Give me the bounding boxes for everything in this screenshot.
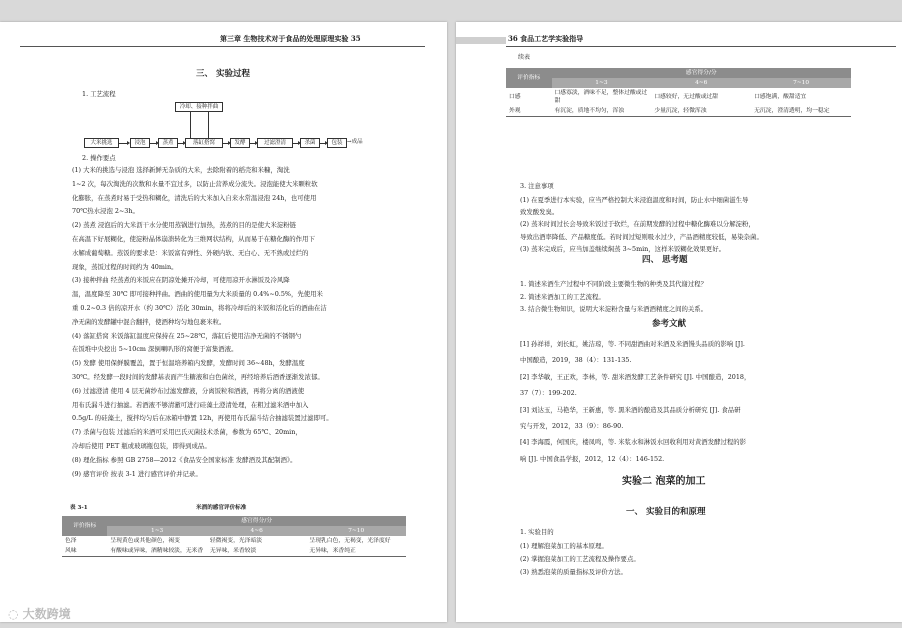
header-band: [456, 37, 506, 44]
text-line: [1] 孙祥祥，刘长虹，姚洁琼，等. 不同甜酒曲对米酒及米酒馒头品质的影响 [J].: [520, 340, 745, 348]
flow-connector: [208, 112, 209, 138]
purpose-section-title: 一、 实验目的和原理: [626, 507, 706, 517]
text-line: 冷却后使用 PET 瓶或玻璃瓶包装，即得到成品。: [72, 442, 211, 450]
text-line: (1) 大米的挑选与浸泡 选择新鲜无杂质的大米，去除附着的稻壳和米糠，淘洗: [72, 166, 290, 174]
table-title: 米酒的感官评价标准: [196, 505, 247, 511]
flow-step-4: 落缸搭窝: [185, 138, 223, 148]
cell: 轻微褐变，光泽暗淡: [209, 538, 263, 544]
text-line: [3] 刘达玉，马艳华，王新惠，等. 黑米酒的酿造及其品质分析研究 [J]. 食品研: [520, 405, 741, 414]
text-line: 37（7）：199-202.: [520, 389, 577, 398]
flow-connector: [190, 112, 191, 138]
table-number: 表 3-1: [70, 505, 88, 511]
text-line: 净无菌的发酵罐中混合翻拌，使酒种均匀地包裹米粒。: [72, 317, 226, 326]
flow-step-2: 浸泡: [130, 138, 150, 148]
text-line: 1. 简述米酒生产过程中不同阶段主要微生物的种类及其代谢过程？: [520, 280, 708, 288]
text-line: 响 [J]. 中国食品学报，2012，12（4）：146-152.: [520, 454, 665, 463]
text-line: 70℃热水浸泡 2~3h。: [72, 207, 139, 216]
cell: 有沉淀，质地不均匀，浑浊: [552, 106, 652, 117]
flow-end: →成品: [347, 139, 363, 145]
text-line: (9) 感官评价 按表 3-1 进行感官评价并记录。: [72, 469, 202, 478]
references-title: 参考文献: [652, 319, 687, 329]
cell: 无异味，米香较淡: [207, 546, 307, 557]
text-line: (3) 熟悉泡菜的质量指标及评价方法。: [520, 568, 627, 576]
range-header: 4~6: [651, 78, 751, 88]
right-page: [456, 22, 902, 622]
table-row: [506, 106, 851, 117]
watermark-logo: ◌ 大数跨境: [8, 607, 71, 621]
think-title: 四、 思考题: [642, 255, 688, 265]
range-header: 1~3: [552, 78, 652, 88]
text-line: (3) 接种拌曲 经蒸煮的米饭应在阴凉处摊开冷却，可使用凉开水淋饭及冷风降: [72, 276, 290, 285]
cell: 少量沉淀，轻微浑浊: [651, 106, 751, 117]
text-line: 现象，蒸饭过程的时间约为 40min。: [72, 262, 178, 271]
flow-arrow: [319, 143, 325, 144]
text-line: (8) 理化指标 参照 GB 2758—2012《食品安全国家标准 发酵酒及其配制酒》。: [72, 455, 297, 464]
text-line: (5) 发酵 使用保鲜膜覆盖，置于恒温培养箱内发酵，发酵时间 36~48h，发酵温度: [72, 359, 305, 368]
text-line: 0.5g/L 的硅藻土，搅拌均匀后在冰箱中静置 12h，再使用布氏漏斗结合抽滤装置过滤即可。: [72, 414, 333, 423]
section-title: 三、 实验过程: [196, 69, 250, 79]
col-label: 评价指标: [62, 516, 107, 536]
text-line: 水解成葡萄糖。蒸饭的要求是：米饭富有弹性、外硬内软、无白心、无不熟或过烂的: [72, 248, 309, 257]
row-name: 外观: [506, 106, 552, 117]
table-continued-label: 续表: [518, 54, 531, 61]
row-name: 风味: [62, 546, 107, 557]
text-line: (2) 掌握泡菜加工的工艺流程及操作要点。: [520, 555, 640, 563]
header-rule: [20, 46, 425, 47]
steps-subtitle: 2. 操作要点: [82, 154, 116, 162]
text-line: 在高温下好展糊化，使淀粉晶体崩溃转化为三维网状结构，从而易于在糖化酶的作用下: [72, 235, 315, 243]
text-line: [2] 李华敏，王正欢，李林，等. 甜米酒发酵工艺条件研究 [J]. 中国酿造，2018，: [520, 372, 751, 381]
flow-step-1: 大米挑选: [84, 138, 119, 148]
flow-step-6: 过滤澄清: [257, 138, 293, 148]
text-line: 重 0.2~0.3 倍的凉开水（约 30℃）活化 30min，将将冷却后的米饭和活化后的酒曲在洁: [72, 304, 327, 312]
text-line: (1) 在夏季进行本实验，应当严格控制大米浸泡温度和时间，防止水中细菌滋生导: [520, 196, 749, 204]
notes-title: 3. 注意事项: [520, 182, 554, 190]
sensory-table-continued: [506, 68, 851, 117]
purpose-subtitle: 1. 实验目的: [520, 528, 554, 536]
flow-arrow: [118, 143, 127, 144]
left-header: 第三章 生物技术对于食品的处理原理实验 35: [220, 34, 361, 43]
cell: 无沉淀，澄清透明，均一稳定: [751, 106, 851, 117]
left-page: [0, 22, 447, 622]
cell: 口感饱满，酸甜适宜: [754, 94, 807, 100]
text-line: 致发酸发臭。: [520, 208, 559, 217]
right-header: 36 食品工艺学实验指导: [508, 34, 584, 43]
flow-arrow: [149, 143, 156, 144]
row-name: 口感: [509, 94, 521, 100]
text-line: (2) 蒸煮 浸泡后的大米沥干水分使用蒸锅进行加热，蒸煮的目的是使大米淀粉链: [72, 221, 297, 230]
col-label: 评价指标: [506, 68, 552, 88]
text-line: 温，温度降至 30℃ 即可接种拌曲。酒曲的使用量为大米质量的 0.4%~0.5%，先使用米: [72, 290, 323, 299]
cell: 无异味，米香纯正: [306, 546, 406, 557]
flow-top-step: 冷却、接种拌曲: [175, 102, 223, 112]
flow-step-7: 杀菌: [300, 138, 320, 148]
text-line: 究与开发，2012，33（9）：86-90.: [520, 422, 624, 430]
cell: 口感较好，无过酸或过甜: [654, 94, 719, 100]
cell: 口感寡淡，酒味不足，整体过酸或过甜: [554, 90, 648, 104]
sensory-table: [62, 516, 406, 557]
text-line: (7) 杀菌与包装 过滤后的米酒可采用巴氏灭菌技术杀菌，参数为 65℃、20min，: [72, 428, 302, 437]
text-line: 2. 简述米酒加工的工艺流程。: [520, 292, 605, 301]
group-header: 感官得分/分: [107, 516, 406, 526]
text-line: 导致出酒率降低、产品糖度低。若时间过短则吸水过少，产品酒精度较低，易染杂菌。: [520, 232, 763, 241]
range-header: 7~10: [306, 526, 406, 536]
flow-step-3: 蒸煮: [158, 138, 178, 148]
text-line: 30℃。经发酵一段时间的发酵基表面产生糖液和白色菌丝，再经培养后酒香逐渐发浓郁。: [72, 373, 324, 381]
text-line: 用布氏漏斗进行抽滤。若酒液不够清澈可进行硅藻土澄清处理，在粗过滤米酒中加入: [72, 400, 309, 409]
text-line: (3) 蒸米完成后，应当加盖继续焖蒸 3~5min，这样米饭糊化效果更好。: [520, 244, 725, 253]
text-line: (1) 理解泡菜加工的基本原理。: [520, 542, 608, 550]
table-row: [62, 536, 406, 546]
text-line: 3. 结合微生物知识，说明大米淀粉含量与米酒酒精度之间的关系。: [520, 305, 708, 313]
text-line: (4) 落缸搭窝 米饭落缸温度应保持在 25~28℃，落缸后使用洁净无菌的不锈钢勺: [72, 331, 302, 340]
flow-step-5: 发酵: [230, 138, 250, 148]
text-line: (2) 蒸米时间过长会导致米饭过于软烂，在前期发酵的过程中糖化酶难以分解淀粉，: [520, 220, 755, 229]
text-line: 在饭堆中央挖出 5~10cm 深倒喇叭形的窝便于富集酒液。: [72, 345, 238, 354]
group-header: 感官得分/分: [552, 68, 852, 78]
range-header: 4~6: [207, 526, 307, 536]
text-line: [4] 李海霞，何国庆，楼凤鸣，等. 米浆水和淋饭水回收利用对黄酒发酵过程的影: [520, 438, 747, 447]
flow-arrow: [292, 143, 298, 144]
table-row: [62, 546, 406, 557]
cell: 有酸味或异味，酒精味较淡，无米香: [107, 546, 207, 557]
text-line: 中国酿造，2019，38（4）：131-135.: [520, 356, 632, 365]
row-name: 色泽: [65, 538, 77, 544]
table-row: [506, 88, 851, 106]
text-line: 1~2 次，每次淘洗的次数和水量不宜过多，以防止营养成分流失。浸泡能使大米颗粒软: [72, 179, 318, 188]
flow-arrow: [249, 143, 255, 144]
header-rule: [506, 46, 896, 47]
range-header: 7~10: [751, 78, 851, 88]
experiment-title: 实验二 泡菜的加工: [622, 476, 706, 487]
flow-arrow: [222, 143, 228, 144]
cell: 呈现黄色或其他颜色，褐变: [110, 538, 180, 544]
flow-arrow: [177, 143, 183, 144]
flow-step-8: 包装: [327, 138, 347, 148]
cell: 呈现乳白色，无褐变，光泽度好: [309, 538, 391, 544]
watermark-text: 大数跨境: [22, 607, 71, 621]
text-line: 化膨胀，在蒸煮时易于受热和糊化，清洗后的大米加入自来水常温浸泡 24h，也可使用: [72, 193, 317, 202]
range-header: 1~3: [107, 526, 207, 536]
text-line: (6) 过滤澄清 使用 4 层无菌纱布过滤发酵液，分离饭粒和酒液，再将分离的酒液使: [72, 386, 305, 395]
flow-subtitle: 1. 工艺流程: [82, 90, 116, 98]
